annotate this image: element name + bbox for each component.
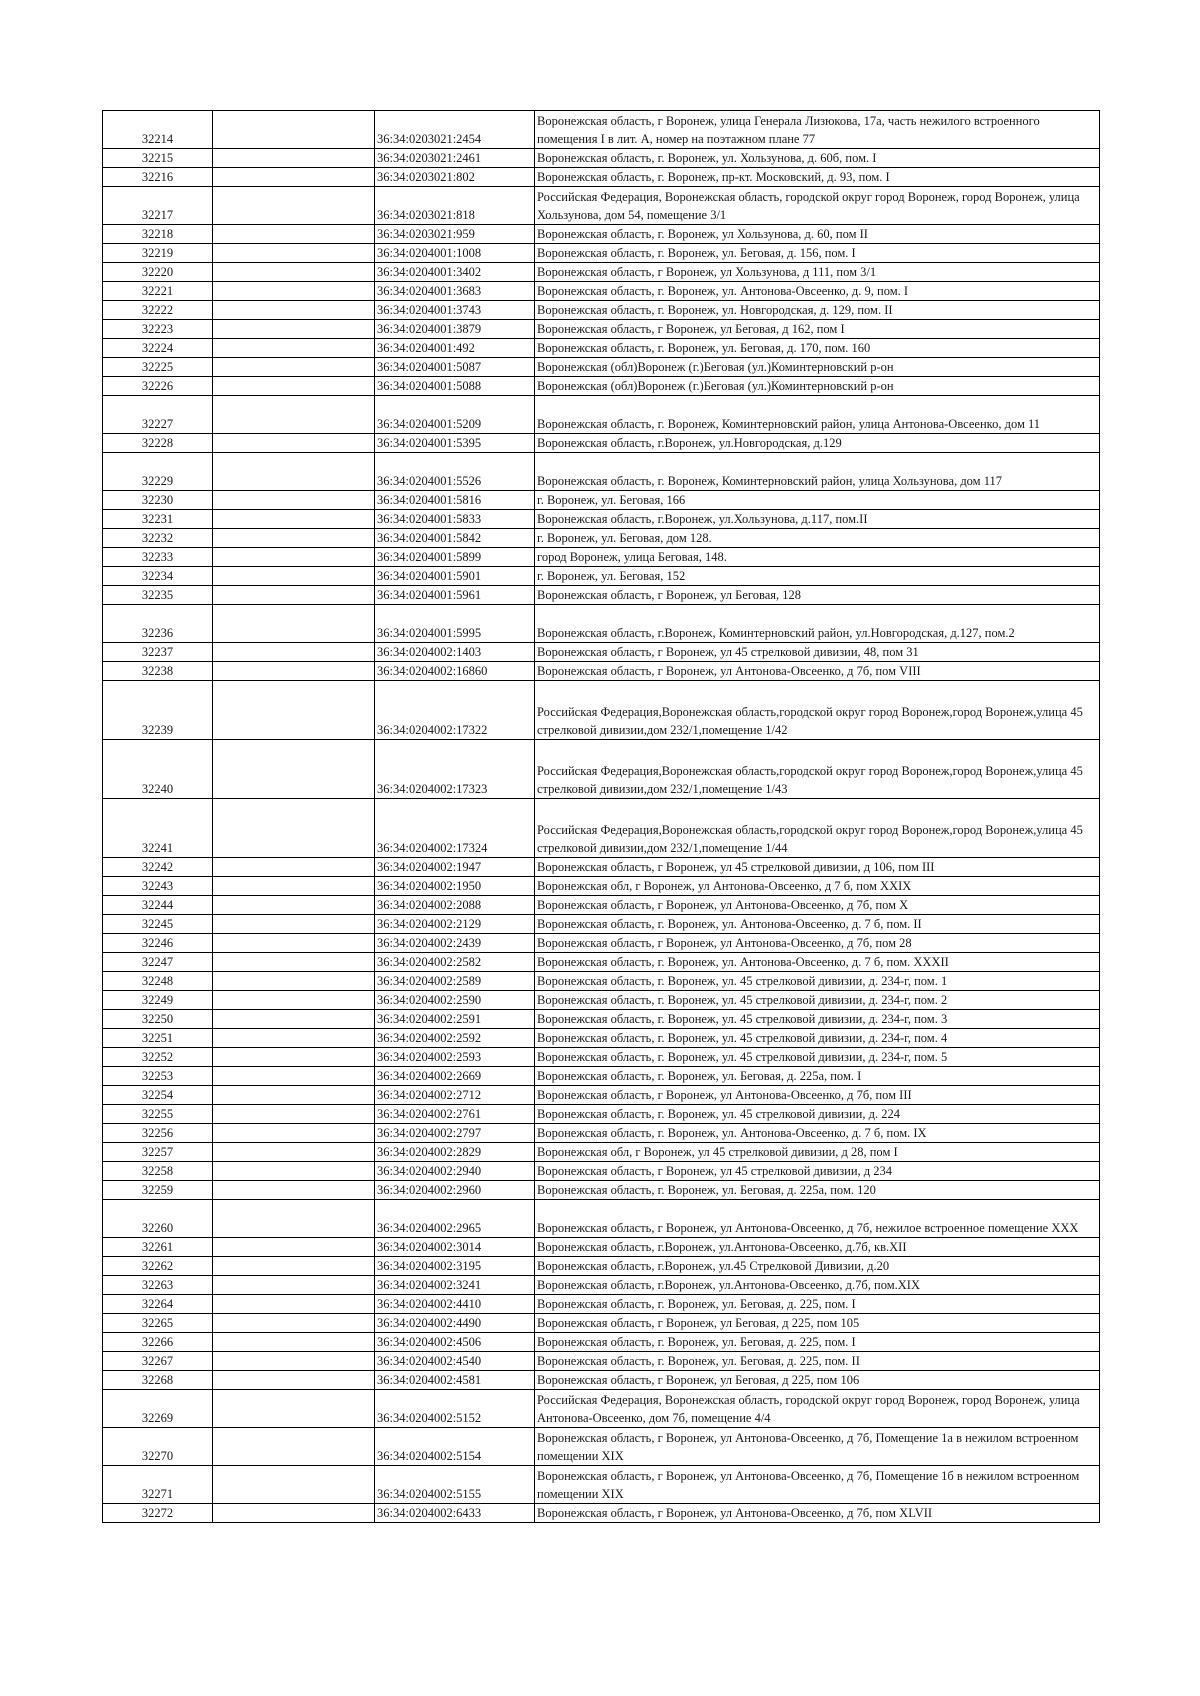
empty-cell bbox=[213, 1257, 375, 1276]
address: Воронежская область, г. Воронеж, ул. 45 стрелковой дивизии, д. 234-г, пом. 5 bbox=[535, 1048, 1100, 1067]
empty-cell bbox=[213, 434, 375, 453]
table-row bbox=[103, 1390, 1100, 1428]
row-number: 32219 bbox=[103, 244, 213, 263]
address: Воронежская область, г. Воронеж, Коминтерновский район, улица Хользунова, дом 117 bbox=[535, 453, 1100, 491]
cadastral-number: 36:34:0204001:5088 bbox=[375, 377, 535, 396]
empty-cell bbox=[213, 1352, 375, 1371]
empty-cell bbox=[213, 1162, 375, 1181]
cadastral-number: 36:34:0204002:1950 bbox=[375, 877, 535, 896]
address: Воронежская область, г Воронеж, ул Антонова-Овсеенко, д 7б, Помещение 1б в нежилом встроенном помещении XIX bbox=[535, 1466, 1100, 1504]
table-row bbox=[103, 548, 1100, 567]
address: Воронежская область, г. Воронеж, ул. Беговая, д. 225, пом. I bbox=[535, 1295, 1100, 1314]
empty-cell bbox=[213, 1390, 375, 1428]
empty-cell bbox=[213, 491, 375, 510]
table-row bbox=[103, 187, 1100, 225]
empty-cell bbox=[213, 605, 375, 643]
cadastral-number: 36:34:0204001:1008 bbox=[375, 244, 535, 263]
empty-cell bbox=[213, 740, 375, 799]
row-number: 32245 bbox=[103, 915, 213, 934]
empty-cell bbox=[213, 111, 375, 149]
table-row bbox=[103, 1067, 1100, 1086]
empty-cell bbox=[213, 1124, 375, 1143]
row-number: 32256 bbox=[103, 1124, 213, 1143]
address: Воронежская область, г Воронеж, ул Беговая, 128 bbox=[535, 586, 1100, 605]
address: Воронежская область, г Воронеж, ул 45 стрелковой дивизии, д 106, пом III bbox=[535, 858, 1100, 877]
empty-cell bbox=[213, 529, 375, 548]
cadastral-number: 36:34:0204002:4490 bbox=[375, 1314, 535, 1333]
cadastral-number: 36:34:0204001:5961 bbox=[375, 586, 535, 605]
empty-cell bbox=[213, 1276, 375, 1295]
table-row bbox=[103, 1010, 1100, 1029]
empty-cell bbox=[213, 1181, 375, 1200]
address: Воронежская область, г. Воронеж, ул. Беговая, д. 225а, пом. 120 bbox=[535, 1181, 1100, 1200]
row-number: 32242 bbox=[103, 858, 213, 877]
table-row bbox=[103, 991, 1100, 1010]
cadastral-number: 36:34:0204001:5899 bbox=[375, 548, 535, 567]
row-number: 32261 bbox=[103, 1238, 213, 1257]
address: Воронежская область, г.Воронеж, Коминтерновский район, ул.Новгородская, д.127, пом.2 bbox=[535, 605, 1100, 643]
cadastral-number: 36:34:0204001:3402 bbox=[375, 263, 535, 282]
table-row bbox=[103, 263, 1100, 282]
cadastral-number: 36:34:0204002:5155 bbox=[375, 1466, 535, 1504]
table-row bbox=[103, 1105, 1100, 1124]
empty-cell bbox=[213, 282, 375, 301]
empty-cell bbox=[213, 263, 375, 282]
table-row bbox=[103, 453, 1100, 491]
cadastral-number: 36:34:0204001:5395 bbox=[375, 434, 535, 453]
table-row bbox=[103, 168, 1100, 187]
table-row bbox=[103, 149, 1100, 168]
row-number: 32264 bbox=[103, 1295, 213, 1314]
table-row bbox=[103, 567, 1100, 586]
row-number: 32231 bbox=[103, 510, 213, 529]
empty-cell bbox=[213, 1295, 375, 1314]
empty-cell bbox=[213, 339, 375, 358]
row-number: 32239 bbox=[103, 681, 213, 740]
table-row bbox=[103, 1029, 1100, 1048]
empty-cell bbox=[213, 991, 375, 1010]
empty-cell bbox=[213, 1029, 375, 1048]
address: Российская Федерация, Воронежская область, городской округ город Воронеж, город Воронеж, улица Антонова-Овсеенко, дом 7б, помещение 4/4 bbox=[535, 1390, 1100, 1428]
table-row bbox=[103, 799, 1100, 858]
table-row bbox=[103, 1428, 1100, 1466]
table-row bbox=[103, 972, 1100, 991]
cadastral-number: 36:34:0204002:2829 bbox=[375, 1143, 535, 1162]
row-number: 32267 bbox=[103, 1352, 213, 1371]
empty-cell bbox=[213, 377, 375, 396]
table-row bbox=[103, 1162, 1100, 1181]
empty-cell bbox=[213, 1504, 375, 1523]
row-number: 32263 bbox=[103, 1276, 213, 1295]
row-number: 32248 bbox=[103, 972, 213, 991]
row-number: 32265 bbox=[103, 1314, 213, 1333]
address: Воронежская область, г. Воронеж, ул. Антонова-Овсеенко, д. 7 б, пом. XXXII bbox=[535, 953, 1100, 972]
row-number: 32225 bbox=[103, 358, 213, 377]
address: Воронежская обл, г Воронеж, ул Антонова-Овсеенко, д 7 б, пом XXIX bbox=[535, 877, 1100, 896]
address: Воронежская область, г. Воронеж, Коминтерновский район, улица Антонова-Овсеенко, дом 11 bbox=[535, 396, 1100, 434]
empty-cell bbox=[213, 896, 375, 915]
table-row bbox=[103, 643, 1100, 662]
empty-cell bbox=[213, 453, 375, 491]
address: Воронежская область, г Воронеж, ул Антонова-Овсеенко, д 7б, пом VIII bbox=[535, 662, 1100, 681]
table-row bbox=[103, 1238, 1100, 1257]
address: Воронежская обл, г Воронеж, ул 45 стрелковой дивизии, д 28, пом I bbox=[535, 1143, 1100, 1162]
row-number: 32252 bbox=[103, 1048, 213, 1067]
row-number: 32270 bbox=[103, 1428, 213, 1466]
empty-cell bbox=[213, 1086, 375, 1105]
cadastral-number: 36:34:0204001:492 bbox=[375, 339, 535, 358]
row-number: 32268 bbox=[103, 1371, 213, 1390]
address: Воронежская область, г. Воронеж, ул. Новгородская, д. 129, пом. II bbox=[535, 301, 1100, 320]
empty-cell bbox=[213, 934, 375, 953]
table-row bbox=[103, 605, 1100, 643]
cadastral-number: 36:34:0204002:4540 bbox=[375, 1352, 535, 1371]
address: Российская Федерация, Воронежская область, городской округ город Воронеж, город Воронеж, улица Хользунова, дом 54, помещение 3/1 bbox=[535, 187, 1100, 225]
table-row bbox=[103, 282, 1100, 301]
row-number: 32224 bbox=[103, 339, 213, 358]
address: Воронежская область, г Воронеж, ул Антонова-Овсеенко, д 7б, пом III bbox=[535, 1086, 1100, 1105]
cadastral-number: 36:34:0204002:2129 bbox=[375, 915, 535, 934]
empty-cell bbox=[213, 1333, 375, 1352]
address: Российская Федерация,Воронежская область,городской округ город Воронеж,город Воронеж,улица 45 стрелковой дивизии,дом 232/1,помещение 1/43 bbox=[535, 740, 1100, 799]
table-row bbox=[103, 1086, 1100, 1105]
cadastral-number: 36:34:0204002:5152 bbox=[375, 1390, 535, 1428]
row-number: 32217 bbox=[103, 187, 213, 225]
table-row bbox=[103, 1352, 1100, 1371]
address: Воронежская область, г. Воронеж, ул. 45 стрелковой дивизии, д. 234-г, пом. 3 bbox=[535, 1010, 1100, 1029]
row-number: 32249 bbox=[103, 991, 213, 1010]
table-row bbox=[103, 301, 1100, 320]
address: Воронежская область, г. Воронеж, ул. Беговая, д. 225, пом. II bbox=[535, 1352, 1100, 1371]
row-number: 32246 bbox=[103, 934, 213, 953]
table-row bbox=[103, 244, 1100, 263]
row-number: 32215 bbox=[103, 149, 213, 168]
address: Воронежская область, г Воронеж, ул Беговая, д 162, пом I bbox=[535, 320, 1100, 339]
cadastral-number: 36:34:0204002:16860 bbox=[375, 662, 535, 681]
table-row bbox=[103, 1295, 1100, 1314]
cadastral-number: 36:34:0204001:5526 bbox=[375, 453, 535, 491]
row-number: 32244 bbox=[103, 896, 213, 915]
cadastral-number: 36:34:0204002:3195 bbox=[375, 1257, 535, 1276]
address: Воронежская область, г. Воронеж, пр-кт. Московский, д. 93, пом. I bbox=[535, 168, 1100, 187]
address: Российская Федерация,Воронежская область,городской округ город Воронеж,город Воронеж,улица 45 стрелковой дивизии,дом 232/1,помещение 1/42 bbox=[535, 681, 1100, 740]
cadastral-number: 36:34:0204001:5209 bbox=[375, 396, 535, 434]
table-row bbox=[103, 320, 1100, 339]
cadastral-number: 36:34:0204002:17323 bbox=[375, 740, 535, 799]
row-number: 32253 bbox=[103, 1067, 213, 1086]
empty-cell bbox=[213, 1143, 375, 1162]
table-row bbox=[103, 915, 1100, 934]
row-number: 32262 bbox=[103, 1257, 213, 1276]
cadastral-number: 36:34:0204001:5816 bbox=[375, 491, 535, 510]
row-number: 32226 bbox=[103, 377, 213, 396]
address: Воронежская область, г Воронеж, ул Антонова-Овсеенко, д 7б, пом X bbox=[535, 896, 1100, 915]
table-row bbox=[103, 510, 1100, 529]
row-number: 32254 bbox=[103, 1086, 213, 1105]
table-row bbox=[103, 1466, 1100, 1504]
row-number: 32266 bbox=[103, 1333, 213, 1352]
cadastral-number: 36:34:0204002:4410 bbox=[375, 1295, 535, 1314]
address: город Воронеж, улица Беговая, 148. bbox=[535, 548, 1100, 567]
cadastral-number: 36:34:0204001:3879 bbox=[375, 320, 535, 339]
table-row bbox=[103, 1048, 1100, 1067]
address: Воронежская область, г. Воронеж, ул. Антонова-Овсеенко, д. 7 б, пом. IX bbox=[535, 1124, 1100, 1143]
table-row bbox=[103, 896, 1100, 915]
row-number: 32255 bbox=[103, 1105, 213, 1124]
address: Воронежская область, г Воронеж, ул Антонова-Овсеенко, д 7б, Помещение 1а в нежилом встроенном помещении XIX bbox=[535, 1428, 1100, 1466]
empty-cell bbox=[213, 1200, 375, 1238]
address: Воронежская (обл)Воронеж (г.)Беговая (ул.)Коминтерновский р-он bbox=[535, 377, 1100, 396]
address: Воронежская область, г Воронеж, ул Антонова-Овсеенко, д 7б, нежилое встроенное помещение XXX bbox=[535, 1200, 1100, 1238]
row-number: 32232 bbox=[103, 529, 213, 548]
empty-cell bbox=[213, 225, 375, 244]
empty-cell bbox=[213, 643, 375, 662]
empty-cell bbox=[213, 1428, 375, 1466]
table-row bbox=[103, 858, 1100, 877]
row-number: 32237 bbox=[103, 643, 213, 662]
table-row bbox=[103, 529, 1100, 548]
table-row bbox=[103, 1333, 1100, 1352]
empty-cell bbox=[213, 1466, 375, 1504]
table-row bbox=[103, 377, 1100, 396]
address: Воронежская область, г.Воронеж, ул.45 Стрелковой Дивизии, д.20 bbox=[535, 1257, 1100, 1276]
address: Воронежская область, г Воронеж, ул 45 стрелковой дивизии, 48, пом 31 bbox=[535, 643, 1100, 662]
row-number: 32238 bbox=[103, 662, 213, 681]
table-row bbox=[103, 662, 1100, 681]
empty-cell bbox=[213, 1048, 375, 1067]
row-number: 32260 bbox=[103, 1200, 213, 1238]
empty-cell bbox=[213, 396, 375, 434]
address: г. Воронеж, ул. Беговая, дом 128. bbox=[535, 529, 1100, 548]
table-row bbox=[103, 225, 1100, 244]
cadastral-number: 36:34:0204001:5833 bbox=[375, 510, 535, 529]
row-number: 32272 bbox=[103, 1504, 213, 1523]
empty-cell bbox=[213, 320, 375, 339]
cadastral-number: 36:34:0204002:4581 bbox=[375, 1371, 535, 1390]
cadastral-number: 36:34:0204002:2797 bbox=[375, 1124, 535, 1143]
cadastral-number: 36:34:0204001:3743 bbox=[375, 301, 535, 320]
row-number: 32230 bbox=[103, 491, 213, 510]
table-row bbox=[103, 681, 1100, 740]
property-registry-table bbox=[102, 110, 1100, 1523]
cadastral-number: 36:34:0203021:2461 bbox=[375, 149, 535, 168]
address: г. Воронеж, ул. Беговая, 152 bbox=[535, 567, 1100, 586]
empty-cell bbox=[213, 548, 375, 567]
row-number: 32247 bbox=[103, 953, 213, 972]
cadastral-number: 36:34:0204002:2592 bbox=[375, 1029, 535, 1048]
cadastral-number: 36:34:0204002:2582 bbox=[375, 953, 535, 972]
table-row bbox=[103, 1371, 1100, 1390]
cadastral-number: 36:34:0204002:2761 bbox=[375, 1105, 535, 1124]
table-row bbox=[103, 358, 1100, 377]
address: Воронежская область, г.Воронеж, ул.Хользунова, д.117, пом.II bbox=[535, 510, 1100, 529]
address: Воронежская область, г Воронеж, ул Беговая, д 225, пом 106 bbox=[535, 1371, 1100, 1390]
empty-cell bbox=[213, 1371, 375, 1390]
row-number: 32269 bbox=[103, 1390, 213, 1428]
address: Воронежская область, г Воронеж, ул Хользунова, д 111, пом 3/1 bbox=[535, 263, 1100, 282]
empty-cell bbox=[213, 877, 375, 896]
empty-cell bbox=[213, 662, 375, 681]
empty-cell bbox=[213, 1010, 375, 1029]
empty-cell bbox=[213, 567, 375, 586]
row-number: 32243 bbox=[103, 877, 213, 896]
empty-cell bbox=[213, 168, 375, 187]
row-number: 32223 bbox=[103, 320, 213, 339]
table-row bbox=[103, 1257, 1100, 1276]
table-row bbox=[103, 434, 1100, 453]
empty-cell bbox=[213, 149, 375, 168]
empty-cell bbox=[213, 358, 375, 377]
address: Воронежская область, г Воронеж, ул Беговая, д 225, пом 105 bbox=[535, 1314, 1100, 1333]
cadastral-number: 36:34:0204002:2589 bbox=[375, 972, 535, 991]
empty-cell bbox=[213, 586, 375, 605]
cadastral-number: 36:34:0204001:5901 bbox=[375, 567, 535, 586]
row-number: 32258 bbox=[103, 1162, 213, 1181]
table-row bbox=[103, 1314, 1100, 1333]
address: Воронежская область, г.Воронеж, ул.Новгородская, д.129 bbox=[535, 434, 1100, 453]
empty-cell bbox=[213, 510, 375, 529]
empty-cell bbox=[213, 187, 375, 225]
table-row bbox=[103, 111, 1100, 149]
address: Воронежская область, г.Воронеж, ул.Антонова-Овсеенко, д.7б, кв.XII bbox=[535, 1238, 1100, 1257]
row-number: 32241 bbox=[103, 799, 213, 858]
cadastral-number: 36:34:0204002:2593 bbox=[375, 1048, 535, 1067]
empty-cell bbox=[213, 244, 375, 263]
table-row bbox=[103, 740, 1100, 799]
cadastral-number: 36:34:0204002:3241 bbox=[375, 1276, 535, 1295]
address: Воронежская область, г Воронеж, ул Антонова-Овсеенко, д 7б, пом XLVII bbox=[535, 1504, 1100, 1523]
address: Воронежская область, г. Воронеж, ул. 45 стрелковой дивизии, д. 234-г, пом. 4 bbox=[535, 1029, 1100, 1048]
empty-cell bbox=[213, 953, 375, 972]
row-number: 32220 bbox=[103, 263, 213, 282]
table-row bbox=[103, 339, 1100, 358]
cadastral-number: 36:34:0204001:5995 bbox=[375, 605, 535, 643]
table-row bbox=[103, 1124, 1100, 1143]
address: Воронежская область, г.Воронеж, ул.Антонова-Овсеенко, д.7б, пом.XIX bbox=[535, 1276, 1100, 1295]
empty-cell bbox=[213, 915, 375, 934]
empty-cell bbox=[213, 972, 375, 991]
cadastral-number: 36:34:0204002:2591 bbox=[375, 1010, 535, 1029]
cadastral-number: 36:34:0204002:17324 bbox=[375, 799, 535, 858]
address: Воронежская область, г. Воронеж, ул. 45 стрелковой дивизии, д. 234-г, пом. 1 bbox=[535, 972, 1100, 991]
cadastral-number: 36:34:0204002:1947 bbox=[375, 858, 535, 877]
row-number: 32251 bbox=[103, 1029, 213, 1048]
cadastral-number: 36:34:0204002:2965 bbox=[375, 1200, 535, 1238]
row-number: 32257 bbox=[103, 1143, 213, 1162]
table-row bbox=[103, 1276, 1100, 1295]
row-number: 32214 bbox=[103, 111, 213, 149]
empty-cell bbox=[213, 681, 375, 740]
row-number: 32271 bbox=[103, 1466, 213, 1504]
table-row bbox=[103, 1143, 1100, 1162]
row-number: 32218 bbox=[103, 225, 213, 244]
table-row bbox=[103, 877, 1100, 896]
empty-cell bbox=[213, 858, 375, 877]
cadastral-number: 36:34:0203021:2454 bbox=[375, 111, 535, 149]
address: Воронежская область, г. Воронеж, ул. Хользунова, д. 60б, пом. I bbox=[535, 149, 1100, 168]
address: Воронежская область, г. Воронеж, ул. Беговая, д. 225, пом. I bbox=[535, 1333, 1100, 1352]
row-number: 32222 bbox=[103, 301, 213, 320]
empty-cell bbox=[213, 1105, 375, 1124]
row-number: 32228 bbox=[103, 434, 213, 453]
empty-cell bbox=[213, 1314, 375, 1333]
table-row bbox=[103, 491, 1100, 510]
cadastral-number: 36:34:0204002:2712 bbox=[375, 1086, 535, 1105]
cadastral-number: 36:34:0204002:1403 bbox=[375, 643, 535, 662]
address: Воронежская область, г. Воронеж, ул Хользунова, д. 60, пом II bbox=[535, 225, 1100, 244]
row-number: 32216 bbox=[103, 168, 213, 187]
cadastral-number: 36:34:0204002:4506 bbox=[375, 1333, 535, 1352]
row-number: 32259 bbox=[103, 1181, 213, 1200]
row-number: 32233 bbox=[103, 548, 213, 567]
cadastral-number: 36:34:0203021:802 bbox=[375, 168, 535, 187]
row-number: 32227 bbox=[103, 396, 213, 434]
address: Воронежская область, г Воронеж, ул Антонова-Овсеенко, д 7б, пом 28 bbox=[535, 934, 1100, 953]
cadastral-number: 36:34:0204002:3014 bbox=[375, 1238, 535, 1257]
cadastral-number: 36:34:0203021:818 bbox=[375, 187, 535, 225]
row-number: 32240 bbox=[103, 740, 213, 799]
table-row bbox=[103, 953, 1100, 972]
cadastral-number: 36:34:0203021:959 bbox=[375, 225, 535, 244]
row-number: 32235 bbox=[103, 586, 213, 605]
address: Российская Федерация,Воронежская область,городской округ город Воронеж,город Воронеж,улица 45 стрелковой дивизии,дом 232/1,помещение 1/44 bbox=[535, 799, 1100, 858]
cadastral-number: 36:34:0204002:2590 bbox=[375, 991, 535, 1010]
cadastral-number: 36:34:0204002:2669 bbox=[375, 1067, 535, 1086]
empty-cell bbox=[213, 799, 375, 858]
cadastral-number: 36:34:0204002:2940 bbox=[375, 1162, 535, 1181]
cadastral-number: 36:34:0204001:5842 bbox=[375, 529, 535, 548]
table-row bbox=[103, 1504, 1100, 1523]
address: Воронежская область, г. Воронеж, ул. Беговая, д. 225а, пом. I bbox=[535, 1067, 1100, 1086]
address: Воронежская область, г. Воронеж, ул. Антонова-Овсеенко, д. 7 б, пом. II bbox=[535, 915, 1100, 934]
cadastral-number: 36:34:0204002:2960 bbox=[375, 1181, 535, 1200]
registry-table-body bbox=[103, 111, 1100, 1523]
cadastral-number: 36:34:0204002:2088 bbox=[375, 896, 535, 915]
table-row bbox=[103, 1181, 1100, 1200]
row-number: 32229 bbox=[103, 453, 213, 491]
table-row bbox=[103, 934, 1100, 953]
cadastral-number: 36:34:0204002:17322 bbox=[375, 681, 535, 740]
cadastral-number: 36:34:0204002:5154 bbox=[375, 1428, 535, 1466]
cadastral-number: 36:34:0204002:6433 bbox=[375, 1504, 535, 1523]
address: г. Воронеж, ул. Беговая, 166 bbox=[535, 491, 1100, 510]
address: Воронежская область, г Воронеж, улица Генерала Лизюкова, 17а, часть нежилого встроенного помещения I в лит. А, номер на поэтажном плане 77 bbox=[535, 111, 1100, 149]
row-number: 32234 bbox=[103, 567, 213, 586]
address: Воронежская область, г Воронеж, ул 45 стрелковой дивизии, д 234 bbox=[535, 1162, 1100, 1181]
table-row bbox=[103, 586, 1100, 605]
address: Воронежская область, г. Воронеж, ул. Беговая, д. 156, пом. I bbox=[535, 244, 1100, 263]
cadastral-number: 36:34:0204002:2439 bbox=[375, 934, 535, 953]
table-row bbox=[103, 1200, 1100, 1238]
empty-cell bbox=[213, 301, 375, 320]
address: Воронежская область, г. Воронеж, ул. 45 стрелковой дивизии, д. 224 bbox=[535, 1105, 1100, 1124]
row-number: 32221 bbox=[103, 282, 213, 301]
cadastral-number: 36:34:0204001:5087 bbox=[375, 358, 535, 377]
table-row bbox=[103, 396, 1100, 434]
address: Воронежская область, г. Воронеж, ул. 45 стрелковой дивизии, д. 234-г, пом. 2 bbox=[535, 991, 1100, 1010]
row-number: 32250 bbox=[103, 1010, 213, 1029]
address: Воронежская (обл)Воронеж (г.)Беговая (ул.)Коминтерновский р-он bbox=[535, 358, 1100, 377]
empty-cell bbox=[213, 1067, 375, 1086]
address: Воронежская область, г. Воронеж, ул. Беговая, д. 170, пом. 160 bbox=[535, 339, 1100, 358]
cadastral-number: 36:34:0204001:3683 bbox=[375, 282, 535, 301]
empty-cell bbox=[213, 1238, 375, 1257]
address: Воронежская область, г. Воронеж, ул. Антонова-Овсеенко, д. 9, пом. I bbox=[535, 282, 1100, 301]
row-number: 32236 bbox=[103, 605, 213, 643]
